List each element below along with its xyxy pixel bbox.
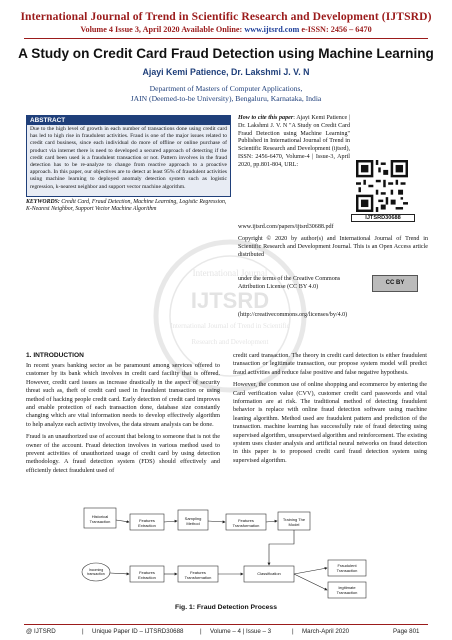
page-footer [0, 628, 452, 640]
affiliation: JAIN (Deemed-to-be University), Bengaluru, Karnataka, India [130, 94, 322, 103]
abstract-box [26, 115, 231, 197]
footer-separator-1: | [82, 628, 84, 635]
box-fraudulent-transaction: Fraudulent Transaction [328, 560, 366, 576]
affiliation-block [0, 84, 452, 104]
qr-label: IJTSRD30688 [351, 214, 415, 222]
intro-paragraph-1: In recent years banking sector as be paramount among services offered to customer by its bank which involves in credit card facility that is offered. However, credit card issues as increase drastically in the aspect of security threat such as, theft of credit card used in fraudulent transaction or using method of hacking people credit card. Early detection of credit card improves and enable protection of each transaction done, database size constantly changing which are vital information needs to develop effectively algorithm to help analyze each activity involves, the data stream analysis can be done. [26, 362, 220, 428]
left-column [26, 362, 220, 479]
department: Department of Masters of Computer Applications, [149, 84, 303, 93]
paper-title: A Study on Credit Card Fraud Detection using Machine Learning [18, 46, 434, 61]
box-features-extraction-top: Features Extraction [130, 514, 164, 530]
watermark-acronym: IJTSRD [190, 288, 270, 313]
abstract-heading: ABSTRACT [27, 116, 230, 125]
keywords-text: Credit Card, Fraud Detection, Machine Learning, Logistic Regression, K-Nearest Neighbor, Support Vector Machine Algorithm [26, 199, 227, 213]
volume-text: Volume 4 Issue 3, April 2020 Available Online: [80, 25, 245, 34]
paper-authors: Ajayi Kemi Patience, Dr. Lakshmi J. V. N [142, 67, 310, 77]
footer-volume: Volume – 4 | Issue – 3 [210, 628, 272, 635]
intro-paragraph-4: However, the common use of online shopping and ecommerce by entering the Card verification value (CVV), customer credit card passwords and vital information are at risk. The traditional method of detecting fraudulent behavior is replace with online fraud detection software using machine leaning algorithm. Method used are fraudulent pattern and prediction of the transaction. machine learning has successfully rate of fraud detecting using supervised algorithm, unsupervised algorithm and reinforcement. The existing system uses cluster analysis and artificial neural networks on fraud detection in this paper is to proposed credit card fraud detection system using supervised algorithm. [233, 381, 427, 464]
box-legitimate-transaction: legitimate Transaction [328, 582, 366, 598]
watermark-text-top: International Journal [192, 268, 268, 278]
journal-title: International Journal of Trend in Scientific Research and Development (IJTSRD) [20, 10, 432, 23]
header-rule [24, 38, 428, 39]
cc-by-badge-icon: CC BY [372, 275, 418, 292]
footer-rule [24, 624, 428, 625]
watermark-text-bottom: Research and Development [191, 338, 269, 346]
citation-text: : Ajayi Kemi Patience | Dr. Lakshmi J. V. N "A Study on Credit Card Fraud Detection using Machine Learning" Published in International Journal of Trend in Scientific Research and Development (ijtsrd), ISSN: 2456-6470, Volume-4 | Issue-3, April 2020, pp.801-804, URL: [238, 115, 351, 168]
keywords-label: KEYWORDS: [26, 199, 60, 205]
license-text: under the terms of the Creative Commons Attribution License (CC BY 4.0) [238, 276, 341, 290]
keywords [26, 199, 231, 214]
citation-label: How to cite this paper [238, 115, 294, 121]
abstract-text: Due to the high level of growth in each number of transactions done using credit card has led to high rise in fraudulent activities. Fraud is one of the major issues related to credit card business, since each individual do more of offline or online purchase of product via internet there is need to developed a secured approach of detecting if the credit card been used is a fraudulent transaction or not. Pattern involves in the fraud detection has to be re-analyze to change from reactive approach to a proactive approach. In this paper, our objectives are to detect at least 95% of fraudulent activities using machine learning to deployed anomaly detection system such as logistic regression, k-nearest neighbor and support vector machine algorithm. [30, 126, 227, 190]
box-training-model: Training The Model [278, 512, 310, 530]
citation-block [238, 115, 350, 170]
footer-separator-2: | [200, 628, 202, 635]
figure-caption: Fig. 1: Fraud Detection Process [175, 604, 277, 611]
footer-journal: @ IJTSRD [26, 628, 56, 635]
box-features-transformation-bottom: Features Transformation [178, 566, 218, 582]
section-heading-introduction: 1. INTRODUCTION [26, 352, 84, 359]
license-url[interactable]: (http://creativecommons.org/licenses/by/4.0) [238, 312, 348, 318]
box-features-extraction-bottom: Features Extraction [130, 566, 164, 582]
box-classification: Classification [244, 566, 294, 582]
volume-line [0, 25, 452, 34]
footer-separator-3: | [292, 628, 294, 635]
fraud-detection-diagram [80, 502, 376, 602]
qr-code-icon [356, 160, 408, 212]
footer-unique-id: Unique Paper ID – IJTSRD30688 [92, 628, 184, 635]
box-historical-transaction: Historical Transaction [84, 508, 116, 528]
intro-paragraph-3: credit card transaction. The theory in credit card detection is either fraudulent transaction or legitimate transaction, our propose system model will predict fraud activities and reduce false positive and false negative hypothesis. [233, 352, 427, 376]
issn-text: e-ISSN: 2456 – 6470 [299, 25, 372, 34]
footer-page: Page 801 [393, 628, 420, 635]
copyright-text: Copyright © 2020 by author(s) and International Journal of Trend in Scientific Research and Development Journal. This is an Open Access article distributed [238, 236, 428, 258]
right-column [233, 352, 427, 469]
intro-paragraph-2: Fraud is an unauthorized use of account that belong to someone that is not the owner of the account. Fraud detection involves in various method used to prevent activities of unauthorized usage of credit card by using detection methodology. A fraud detection system (FDS) should effectively and efficiently detect fraudulent used of [26, 433, 220, 474]
website-link[interactable]: www.ijtsrd.com [244, 25, 300, 34]
box-features-transformation-top: Features Transformation [226, 514, 266, 530]
citation-url[interactable]: www.ijtsrd.com/papers/ijtsrd30688.pdf [238, 224, 334, 230]
box-incoming-transaction: Incoming transaction [82, 563, 110, 581]
watermark-text-mid: International Journal of Trend in Scientific [170, 322, 290, 330]
box-sampling-method: Sampling Method [178, 510, 208, 530]
footer-date: March-April 2020 [302, 628, 350, 635]
